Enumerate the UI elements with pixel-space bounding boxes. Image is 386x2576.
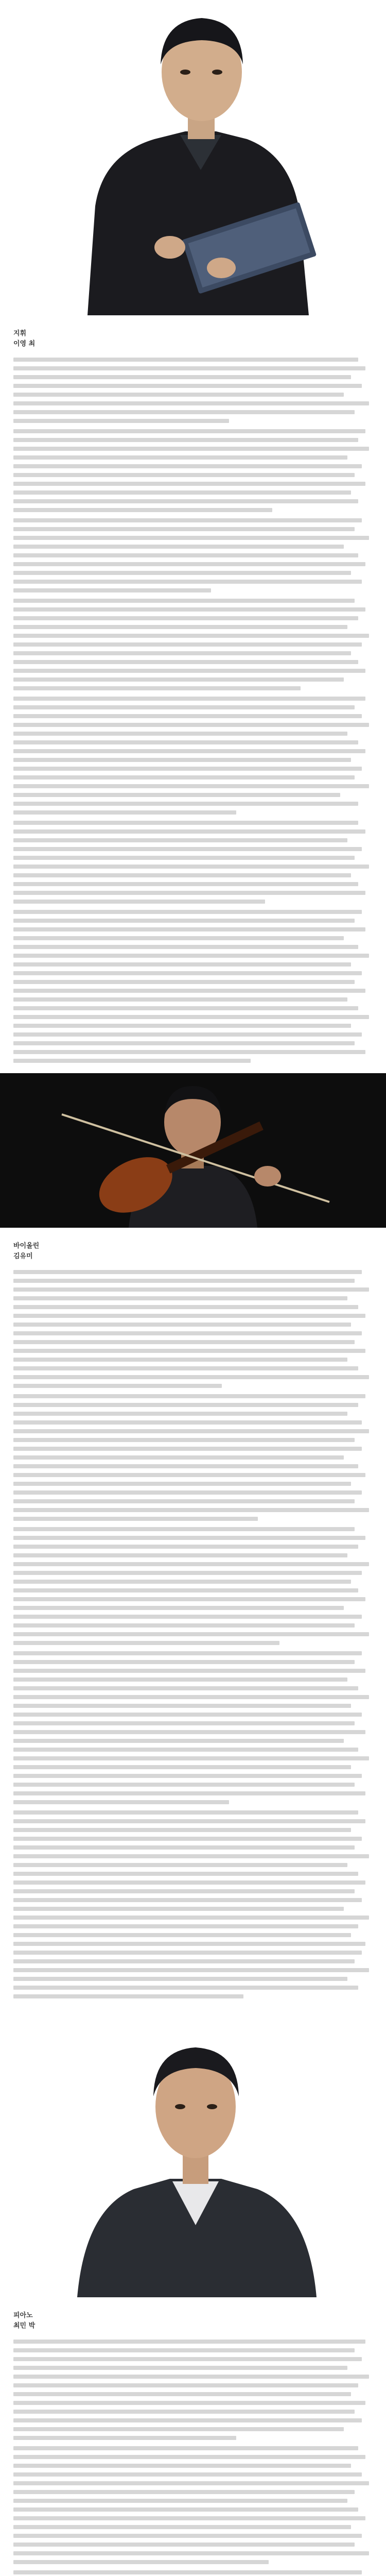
conductor-bio-paragraph: [13, 599, 373, 690]
text-line: [13, 732, 347, 736]
text-line: [13, 1800, 229, 1804]
text-line: [13, 2427, 344, 2431]
conductor-role: 지휘: [13, 330, 27, 337]
text-line: [13, 499, 358, 503]
text-line: [13, 1942, 365, 1946]
conductor-bio-paragraph: [13, 518, 373, 592]
text-line: [13, 1924, 358, 1928]
text-line: [13, 1059, 251, 1063]
text-line: [13, 2551, 369, 2555]
text-line: [13, 1015, 369, 1019]
text-line: [13, 1748, 358, 1752]
text-line: [13, 1713, 362, 1717]
text-line: [13, 455, 347, 460]
text-line: [13, 2418, 362, 2422]
text-line: [13, 723, 369, 727]
text-line: [13, 1907, 344, 1911]
text-line: [13, 571, 351, 575]
text-line: [13, 1536, 365, 1540]
text-line: [13, 1517, 258, 1521]
text-line: [13, 616, 358, 620]
text-line: [13, 2464, 351, 2468]
pianist-role: 피아노: [13, 2312, 33, 2319]
text-line: [13, 1499, 355, 1503]
text-line: [13, 1606, 344, 1610]
text-line: [13, 971, 362, 975]
text-line: [13, 1580, 351, 1584]
text-line: [13, 784, 369, 788]
text-line: [13, 1791, 365, 1795]
text-line: [13, 1438, 355, 1442]
text-line: [13, 1951, 362, 1955]
text-line: [13, 2340, 365, 2344]
text-line: [13, 1455, 344, 1460]
violinist-photo: [0, 1073, 386, 1228]
text-line: [13, 1669, 365, 1673]
text-line: [13, 1783, 355, 1787]
text-line: [13, 1641, 279, 1645]
text-line: [13, 749, 365, 753]
text-line: [13, 2383, 358, 2387]
text-line: [13, 1384, 222, 1388]
text-line: [13, 2446, 358, 2450]
text-line: [13, 1898, 362, 1902]
text-line: [13, 1686, 358, 1690]
text-line: [13, 873, 351, 877]
text-line: [13, 1739, 344, 1743]
text-line: [13, 1933, 351, 1937]
text-line: [13, 1032, 362, 1037]
text-line: [13, 775, 355, 779]
text-line: [13, 810, 236, 815]
text-line: [13, 1889, 355, 1893]
text-line: [13, 997, 347, 1002]
violinist-bio-paragraph: [13, 1651, 373, 1804]
text-line: [13, 2436, 236, 2440]
text-line: [13, 562, 365, 566]
text-line: [13, 366, 365, 370]
text-line: [13, 1279, 355, 1283]
text-line: [13, 527, 355, 531]
text-line: [13, 1366, 358, 1370]
text-line: [13, 989, 365, 993]
text-line: [13, 2392, 351, 2396]
text-line: [13, 1349, 365, 1353]
text-line: [13, 642, 362, 647]
text-line: [13, 1730, 365, 1734]
text-line: [13, 518, 362, 522]
text-line: [13, 802, 358, 806]
text-line: [13, 651, 351, 655]
text-line: [13, 1403, 358, 1407]
violinist-bio-paragraph: [13, 1270, 373, 1388]
text-line: [13, 910, 362, 914]
text-line: [13, 980, 355, 984]
text-line: [13, 697, 365, 701]
text-line: [13, 1287, 369, 1292]
text-line: [13, 1050, 365, 1054]
text-line: [13, 2472, 362, 2477]
text-line: [13, 1482, 351, 1486]
text-line: [13, 410, 355, 414]
text-line: [13, 1837, 362, 1841]
text-line: [13, 2410, 355, 2414]
text-line: [13, 2525, 351, 2529]
text-line: [13, 2481, 369, 2485]
text-line: [13, 856, 355, 860]
pianist-name: 최민 박: [13, 2322, 36, 2330]
text-line: [13, 2401, 365, 2405]
text-line: [13, 1959, 355, 1963]
conductor-photo: [0, 0, 386, 315]
text-line: [13, 705, 355, 709]
violinist-name: 김유미: [13, 1252, 33, 1260]
text-line: [13, 553, 358, 557]
text-line: [13, 1473, 365, 1477]
text-line: [13, 1412, 347, 1416]
violinist-bio-paragraph: [13, 1527, 373, 1645]
text-line: [13, 1810, 358, 1815]
text-line: [13, 1041, 355, 1045]
text-line: [13, 1828, 351, 1832]
text-line: [13, 829, 365, 834]
text-line: [13, 490, 351, 495]
text-line: [13, 1660, 355, 1664]
text-line: [13, 358, 358, 362]
text-line: [13, 714, 362, 718]
conductor-section: [0, 329, 386, 1063]
text-line: [13, 634, 369, 638]
text-line: [13, 2570, 362, 2574]
text-line: [13, 1323, 351, 1327]
text-line: [13, 1872, 358, 1876]
text-line: [13, 1305, 358, 1309]
text-line: [13, 2534, 362, 2538]
violinist-name-block: [13, 1241, 373, 1262]
conductor-bio-paragraph: [13, 358, 373, 423]
text-line: [13, 1545, 358, 1549]
text-line: [13, 767, 362, 771]
conductor-bio-paragraph: [13, 429, 373, 512]
text-line: [13, 1819, 365, 1823]
pianist-section: [0, 2311, 386, 2576]
text-line: [13, 1916, 369, 1920]
text-line: [13, 891, 365, 895]
text-line: [13, 419, 229, 423]
conductor-bio-paragraph: [13, 697, 373, 815]
text-line: [13, 1588, 358, 1592]
pianist-bio-paragraph: [13, 2340, 373, 2440]
conductor-bio-paragraph: [13, 910, 373, 1063]
text-line: [13, 1024, 351, 1028]
text-line: [13, 847, 362, 851]
pianist-name-block: [13, 2311, 373, 2331]
text-line: [13, 882, 358, 886]
text-line: [13, 2499, 347, 2503]
text-line: [13, 625, 347, 629]
text-line: [13, 545, 344, 549]
text-line: [13, 1977, 347, 1981]
conductor-name-block: [13, 329, 373, 349]
text-line: [13, 1721, 355, 1725]
text-line: [13, 2560, 269, 2564]
text-line: [13, 945, 358, 949]
text-line: [13, 1375, 369, 1379]
text-line: [13, 1774, 362, 1778]
text-line: [13, 1340, 355, 1344]
text-line: [13, 1394, 365, 1398]
text-line: [13, 2507, 358, 2512]
text-line: [13, 1006, 358, 1010]
text-line: [13, 375, 351, 379]
text-line: [13, 1447, 362, 1451]
violinist-bio-paragraph: [13, 1394, 373, 1521]
text-line: [13, 1420, 362, 1425]
text-line: [13, 1854, 369, 1858]
text-line: [13, 1863, 347, 1867]
text-line: [13, 1597, 365, 1601]
text-line: [13, 2455, 365, 2459]
violinist-bio-paragraph: [13, 1810, 373, 1998]
text-line: [13, 758, 351, 762]
conductor-bio-paragraph: [13, 821, 373, 904]
text-line: [13, 1632, 369, 1636]
text-line: [13, 536, 369, 540]
text-line: [13, 2516, 365, 2520]
text-line: [13, 660, 358, 664]
text-line: [13, 669, 365, 673]
text-line: [13, 1704, 351, 1708]
text-line: [13, 838, 347, 842]
text-line: [13, 1464, 358, 1468]
text-line: [13, 447, 369, 451]
text-line: [13, 936, 344, 940]
text-line: [13, 900, 265, 904]
text-line: [13, 962, 351, 967]
text-line: [13, 1623, 355, 1628]
text-line: [13, 1677, 347, 1682]
pianist-bio-paragraph: [13, 2446, 373, 2564]
text-line: [13, 599, 355, 603]
text-line: [13, 821, 358, 825]
text-line: [13, 1508, 369, 1512]
text-line: [13, 429, 365, 433]
text-line: [13, 438, 358, 442]
text-line: [13, 393, 344, 397]
text-line: [13, 1571, 362, 1575]
pianist-bio-paragraph: [13, 2570, 373, 2576]
text-line: [13, 954, 369, 958]
text-line: [13, 1765, 351, 1769]
text-line: [13, 464, 362, 468]
text-line: [13, 1994, 243, 1998]
text-line: [13, 677, 344, 682]
text-line: [13, 1695, 369, 1699]
text-line: [13, 1429, 369, 1433]
text-line: [13, 927, 365, 931]
text-line: [13, 588, 211, 592]
text-line: [13, 1845, 355, 1850]
text-line: [13, 1331, 362, 1335]
text-line: [13, 1490, 362, 1495]
text-line: [13, 1880, 365, 1885]
text-line: [13, 1553, 347, 1557]
text-line: [13, 1756, 369, 1760]
text-line: [13, 1968, 369, 1972]
text-line: [13, 1358, 347, 1362]
text-line: [13, 1615, 362, 1619]
text-line: [13, 1986, 358, 1990]
text-line: [13, 2490, 355, 2494]
text-line: [13, 1314, 365, 1318]
pianist-photo: [0, 2009, 386, 2297]
text-line: [13, 607, 365, 612]
text-line: [13, 1562, 369, 1566]
text-line: [13, 686, 301, 690]
conductor-name: 이영 최: [13, 340, 36, 348]
text-line: [13, 401, 369, 405]
violinist-section: [0, 1241, 386, 1998]
text-line: [13, 2357, 362, 2361]
text-line: [13, 2348, 355, 2352]
text-line: [13, 473, 355, 477]
text-line: [13, 1527, 355, 1531]
text-line: [13, 740, 358, 744]
text-line: [13, 793, 340, 797]
text-line: [13, 2366, 347, 2370]
text-line: [13, 1270, 362, 1274]
text-line: [13, 1651, 362, 1655]
text-line: [13, 1296, 347, 1300]
text-line: [13, 2375, 369, 2379]
text-line: [13, 384, 362, 388]
text-line: [13, 919, 355, 923]
violinist-role: 바이올린: [13, 1242, 40, 1250]
text-line: [13, 580, 362, 584]
text-line: [13, 508, 272, 512]
text-line: [13, 2543, 355, 2547]
text-line: [13, 482, 365, 486]
text-line: [13, 865, 369, 869]
